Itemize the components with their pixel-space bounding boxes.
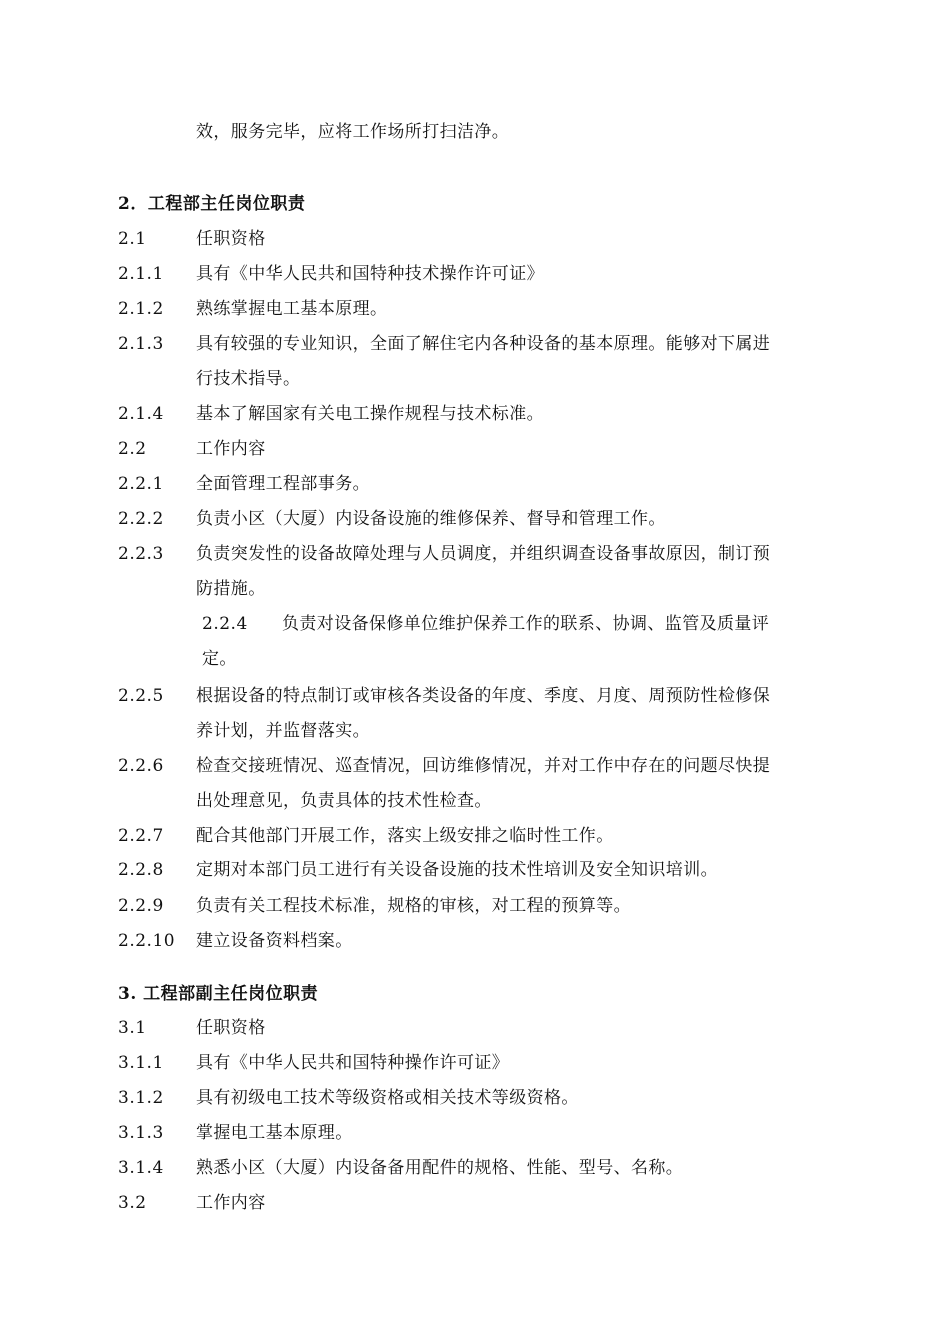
item-text: 熟练掌握电工基本原理。 xyxy=(196,299,388,319)
item-text: 负责有关工程技术标准，规格的审核，对工程的预算等。 xyxy=(196,896,631,916)
item-number: 2.1 xyxy=(118,229,147,249)
item-number: 2.2.3 xyxy=(118,544,164,564)
item-continuation: 定。 xyxy=(202,649,237,669)
item-number: 2.2.9 xyxy=(118,896,164,916)
item-continuation: 防措施。 xyxy=(196,579,266,599)
item-text: 具有初级电工技术等级资格或相关技术等级资格。 xyxy=(196,1088,579,1108)
item-text: 负责对设备保修单位维护保养工作的联系、协调、监管及质量评 xyxy=(282,614,770,634)
item-text: 工作内容 xyxy=(196,439,266,459)
item-text: 检查交接班情况、巡查情况，回访维修情况，并对工作中存在的问题尽快提 xyxy=(196,756,771,776)
item-number: 2.1.2 xyxy=(118,299,164,319)
item-number: 3.2 xyxy=(118,1193,147,1213)
item-number: 2.2.7 xyxy=(118,826,164,846)
item-number: 2.2.4 xyxy=(202,614,248,634)
item-text: 负责小区（大厦）内设备设施的维修保养、督导和管理工作。 xyxy=(196,509,666,529)
item-text: 全面管理工程部事务。 xyxy=(196,474,370,494)
item-number: 3.1.2 xyxy=(118,1088,164,1108)
item-continuation: 出处理意见，负责具体的技术性检查。 xyxy=(196,791,492,811)
item-text: 具有《中华人民共和国特种技术操作许可证》 xyxy=(196,264,544,284)
item-text: 熟悉小区（大厦）内设备备用配件的规格、性能、型号、名称。 xyxy=(196,1158,684,1178)
item-number: 3.1.1 xyxy=(118,1053,164,1073)
item-number: 2.2.10 xyxy=(118,931,176,951)
item-text: 任职资格 xyxy=(196,1018,266,1038)
section-3-heading: 3. 工程部副主任岗位职责 xyxy=(118,984,319,1004)
item-continuation: 行技术指导。 xyxy=(196,369,301,389)
item-number: 2.1.4 xyxy=(118,404,164,424)
item-number: 2.1.3 xyxy=(118,334,164,354)
item-text: 具有《中华人民共和国特种操作许可证》 xyxy=(196,1053,510,1073)
item-number: 3.1 xyxy=(118,1018,147,1038)
item-number: 3.1.4 xyxy=(118,1158,164,1178)
item-number: 2.2.8 xyxy=(118,860,164,880)
item-number: 2.2.1 xyxy=(118,474,164,494)
item-text: 工作内容 xyxy=(196,1193,266,1213)
item-text: 根据设备的特点制订或审核各类设备的年度、季度、月度、周预防性检修保 xyxy=(196,686,771,706)
item-text: 定期对本部门员工进行有关设备设施的技术性培训及安全知识培训。 xyxy=(196,860,718,880)
item-number: 2.2.2 xyxy=(118,509,164,529)
item-number: 2.2.6 xyxy=(118,756,164,776)
continuation-text: 效，服务完毕，应将工作场所打扫洁净。 xyxy=(196,122,510,142)
item-text: 配合其他部门开展工作，落实上级安排之临时性工作。 xyxy=(196,826,614,846)
item-text: 基本了解国家有关电工操作规程与技术标准。 xyxy=(196,404,544,424)
item-text: 任职资格 xyxy=(196,229,266,249)
item-number: 3.1.3 xyxy=(118,1123,164,1143)
item-number: 2.2 xyxy=(118,439,147,459)
item-continuation: 养计划，并监督落实。 xyxy=(196,721,370,741)
item-text: 建立设备资料档案。 xyxy=(196,931,353,951)
item-number: 2.1.1 xyxy=(118,264,164,284)
item-text: 具有较强的专业知识，全面了解住宅内各种设备的基本原理。能够对下属进 xyxy=(196,334,771,354)
item-number: 2.2.5 xyxy=(118,686,164,706)
section-2-heading: 2．工程部主任岗位职责 xyxy=(118,194,306,214)
item-text: 掌握电工基本原理。 xyxy=(196,1123,353,1143)
item-text: 负责突发性的设备故障处理与人员调度，并组织调查设备事故原因，制订预 xyxy=(196,544,771,564)
